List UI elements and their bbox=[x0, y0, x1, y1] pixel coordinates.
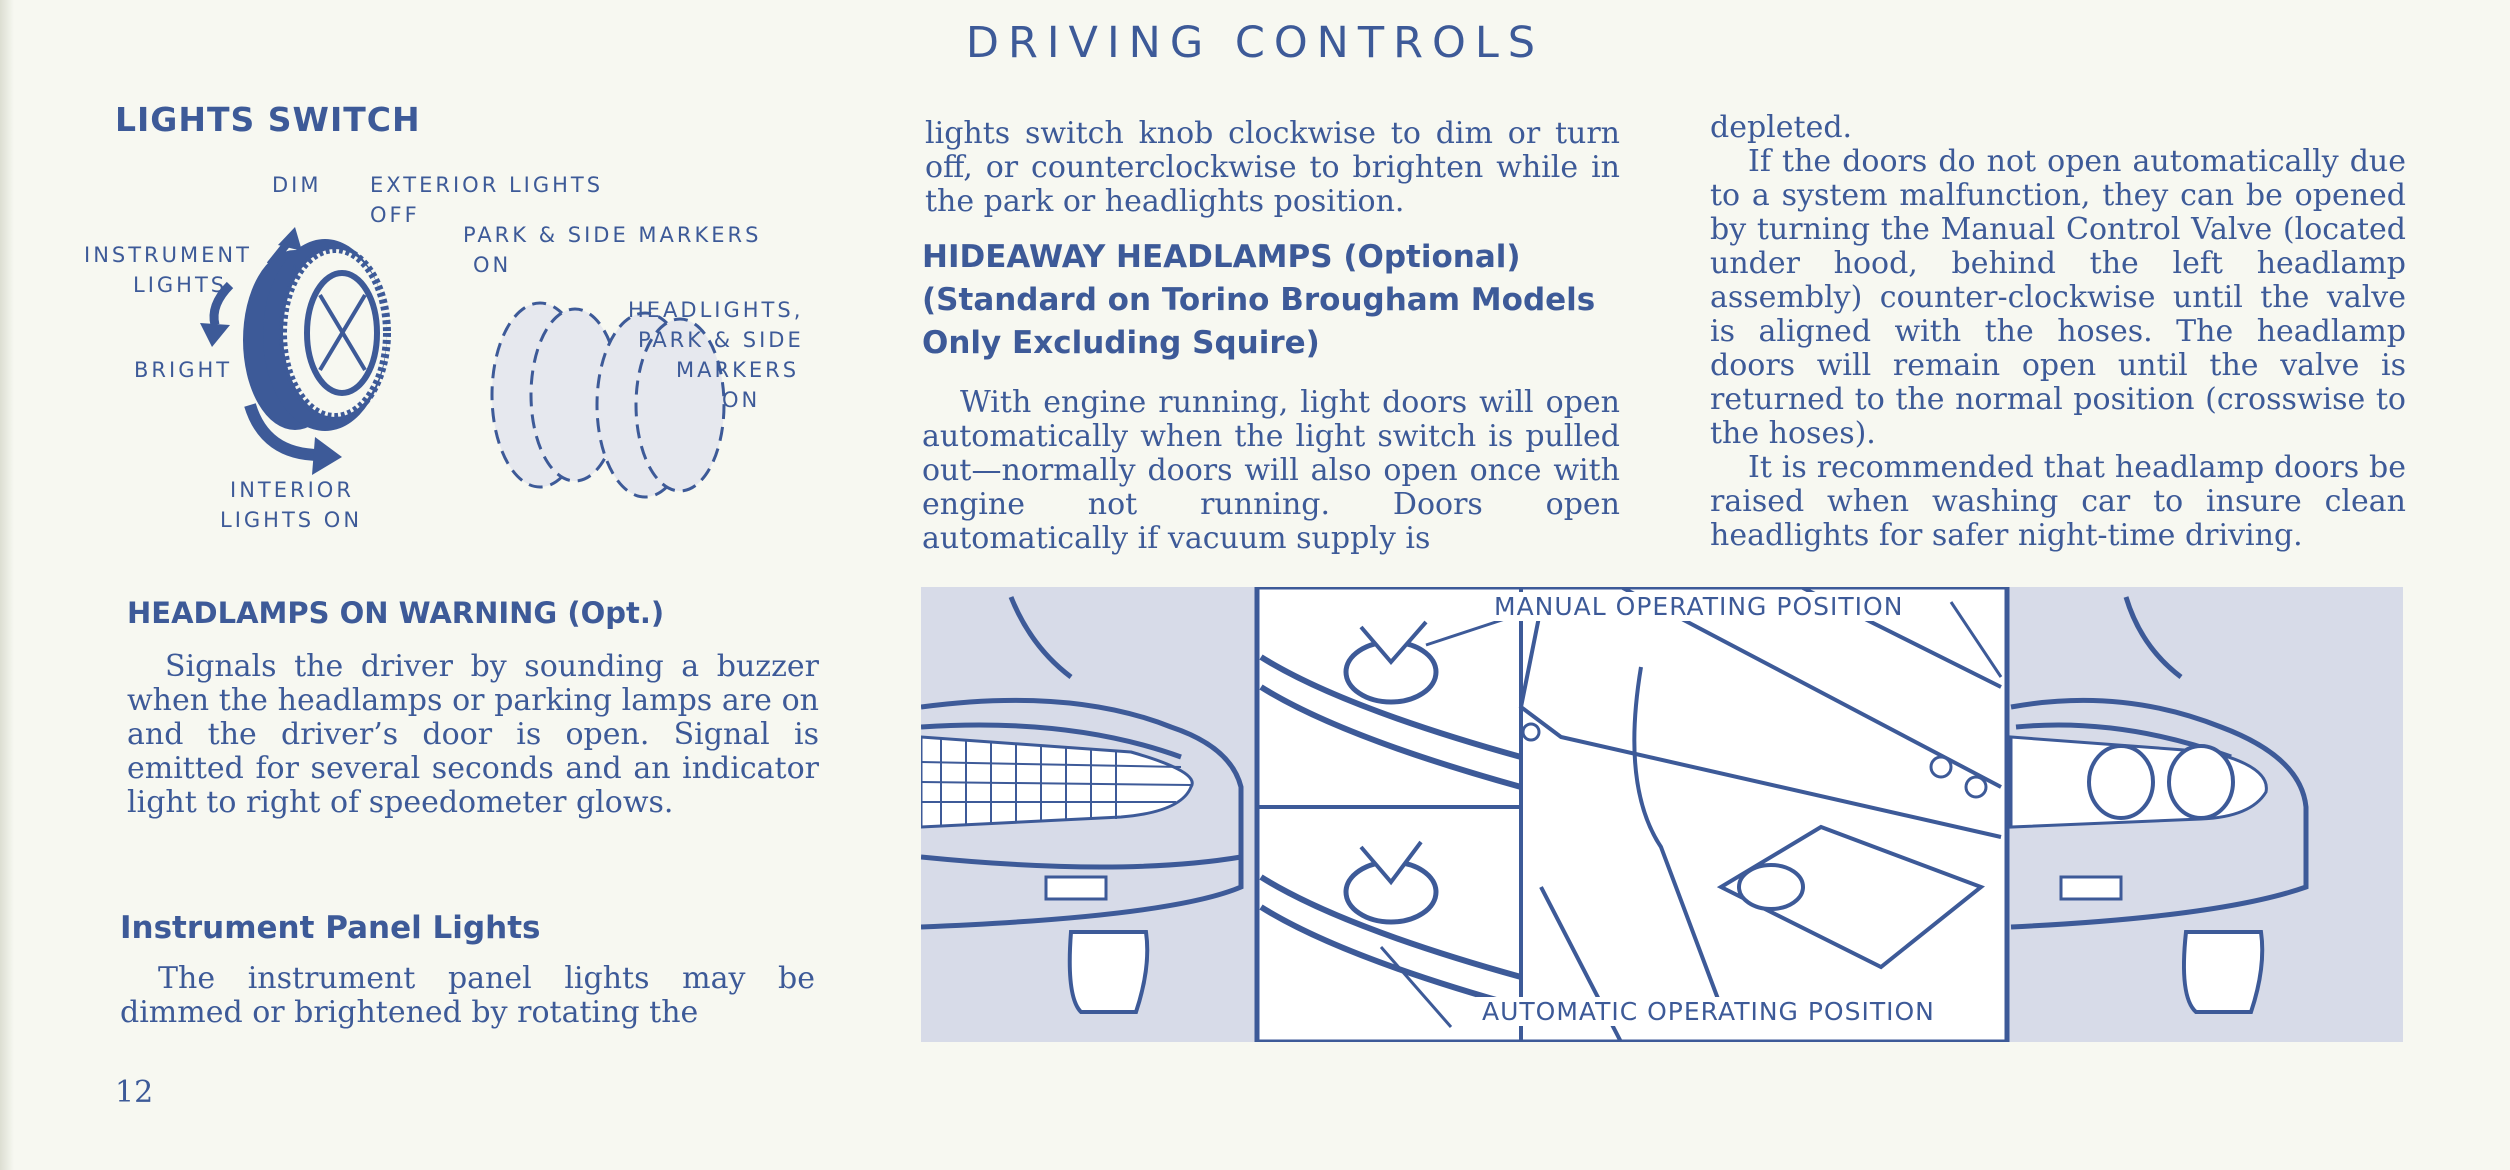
instrument-panel-lights-text bbox=[120, 962, 815, 1030]
label-park-side-markers-on-1: PARK & SIDE MARKERS bbox=[463, 223, 762, 247]
label-dim: DIM bbox=[272, 173, 322, 197]
hideaway-heading-line-2: (Standard on Torino Brougham Models bbox=[922, 282, 1596, 318]
lights-switch-heading: LIGHTS SWITCH bbox=[115, 100, 421, 139]
instrument-panel-lights-paragraph: The instrument panel lights may be dimmed or brightened by rotating the bbox=[120, 961, 815, 1030]
instrument-panel-lights-heading: Instrument Panel Lights bbox=[120, 910, 541, 946]
headlamps-on-warning-text bbox=[127, 650, 819, 820]
label-headlights-4: ON bbox=[722, 388, 761, 412]
label-exterior-lights-off-1: EXTERIOR LIGHTS bbox=[370, 173, 604, 197]
hideaway-heading-line-1: HIDEAWAY HEADLAMPS (Optional) bbox=[922, 239, 1521, 275]
hideaway-headlamp-figure bbox=[921, 587, 2403, 1042]
hideaway-headlamps-paragraph: With engine running, light doors will open automatically when the light switch is pulled out—normally doors will also open once with engine not running. Doors open automatically if vacuum supply is bbox=[922, 385, 1620, 556]
label-interior-lights-on-2: LIGHTS ON bbox=[220, 508, 363, 532]
label-interior-lights-on-1: INTERIOR bbox=[230, 478, 354, 502]
manual-operating-position-label: MANUAL OPERATING POSITION bbox=[1488, 592, 1909, 621]
automatic-operating-position-label: AUTOMATIC OPERATING POSITION bbox=[1476, 997, 1941, 1026]
column3-malfunction-paragraph: If the doors do not open automatically due to a system malfunction, they can be opened by turning the Manual Control Valve (located under hood, behind the left headlamp assembly) counter-clockwise until the valve is aligned with the hoses. The headlamp doors will remain open until the valve is returned to the normal position (crosswise to the hoses). bbox=[1710, 144, 2406, 451]
label-instrument-lights-2: LIGHTS bbox=[133, 273, 228, 297]
label-park-side-markers-on-2: ON bbox=[473, 253, 512, 277]
label-instrument-lights-1: INSTRUMENT bbox=[84, 243, 252, 267]
column3-text bbox=[1710, 111, 2406, 553]
column3-recommendation-paragraph: It is recommended that headlamp doors be raised when washing car to insure clean headlights for safer night-time driving. bbox=[1710, 450, 2406, 553]
label-headlights-3: MARKERS bbox=[676, 358, 800, 382]
page-number: 12 bbox=[115, 1075, 154, 1110]
hideaway-headlamps-text bbox=[922, 386, 1620, 556]
page-title: DRIVING CONTROLS bbox=[965, 18, 1545, 68]
hideaway-headlamp-illustration bbox=[921, 587, 2403, 1042]
label-bright: BRIGHT bbox=[134, 358, 233, 382]
hideaway-headlamps-heading bbox=[922, 236, 1595, 365]
label-headlights-2: PARK & SIDE bbox=[638, 328, 804, 352]
column3-continuation-paragraph: depleted. bbox=[1710, 110, 1853, 145]
hideaway-heading-line-3: Only Excluding Squire) bbox=[922, 325, 1320, 361]
column2-continuation-paragraph: lights switch knob clockwise to dim or turn off, or counterclockwise to brighten while in the park or headlights position. bbox=[925, 116, 1620, 219]
headlamps-on-warning-heading: HEADLAMPS ON WARNING (Opt.) bbox=[127, 596, 665, 630]
label-headlights-1: HEADLIGHTS, bbox=[628, 298, 804, 322]
page-binding-shadow bbox=[0, 0, 14, 1170]
headlamps-on-warning-paragraph: Signals the driver by sounding a buzzer when the headlamps or parking lamps are on and the driver’s door is open. Signal is emitted for several seconds and an indicator light to right of speedometer glows. bbox=[127, 649, 819, 820]
column2-continuation-text bbox=[925, 117, 1620, 219]
label-exterior-lights-off-2: OFF bbox=[370, 203, 420, 227]
